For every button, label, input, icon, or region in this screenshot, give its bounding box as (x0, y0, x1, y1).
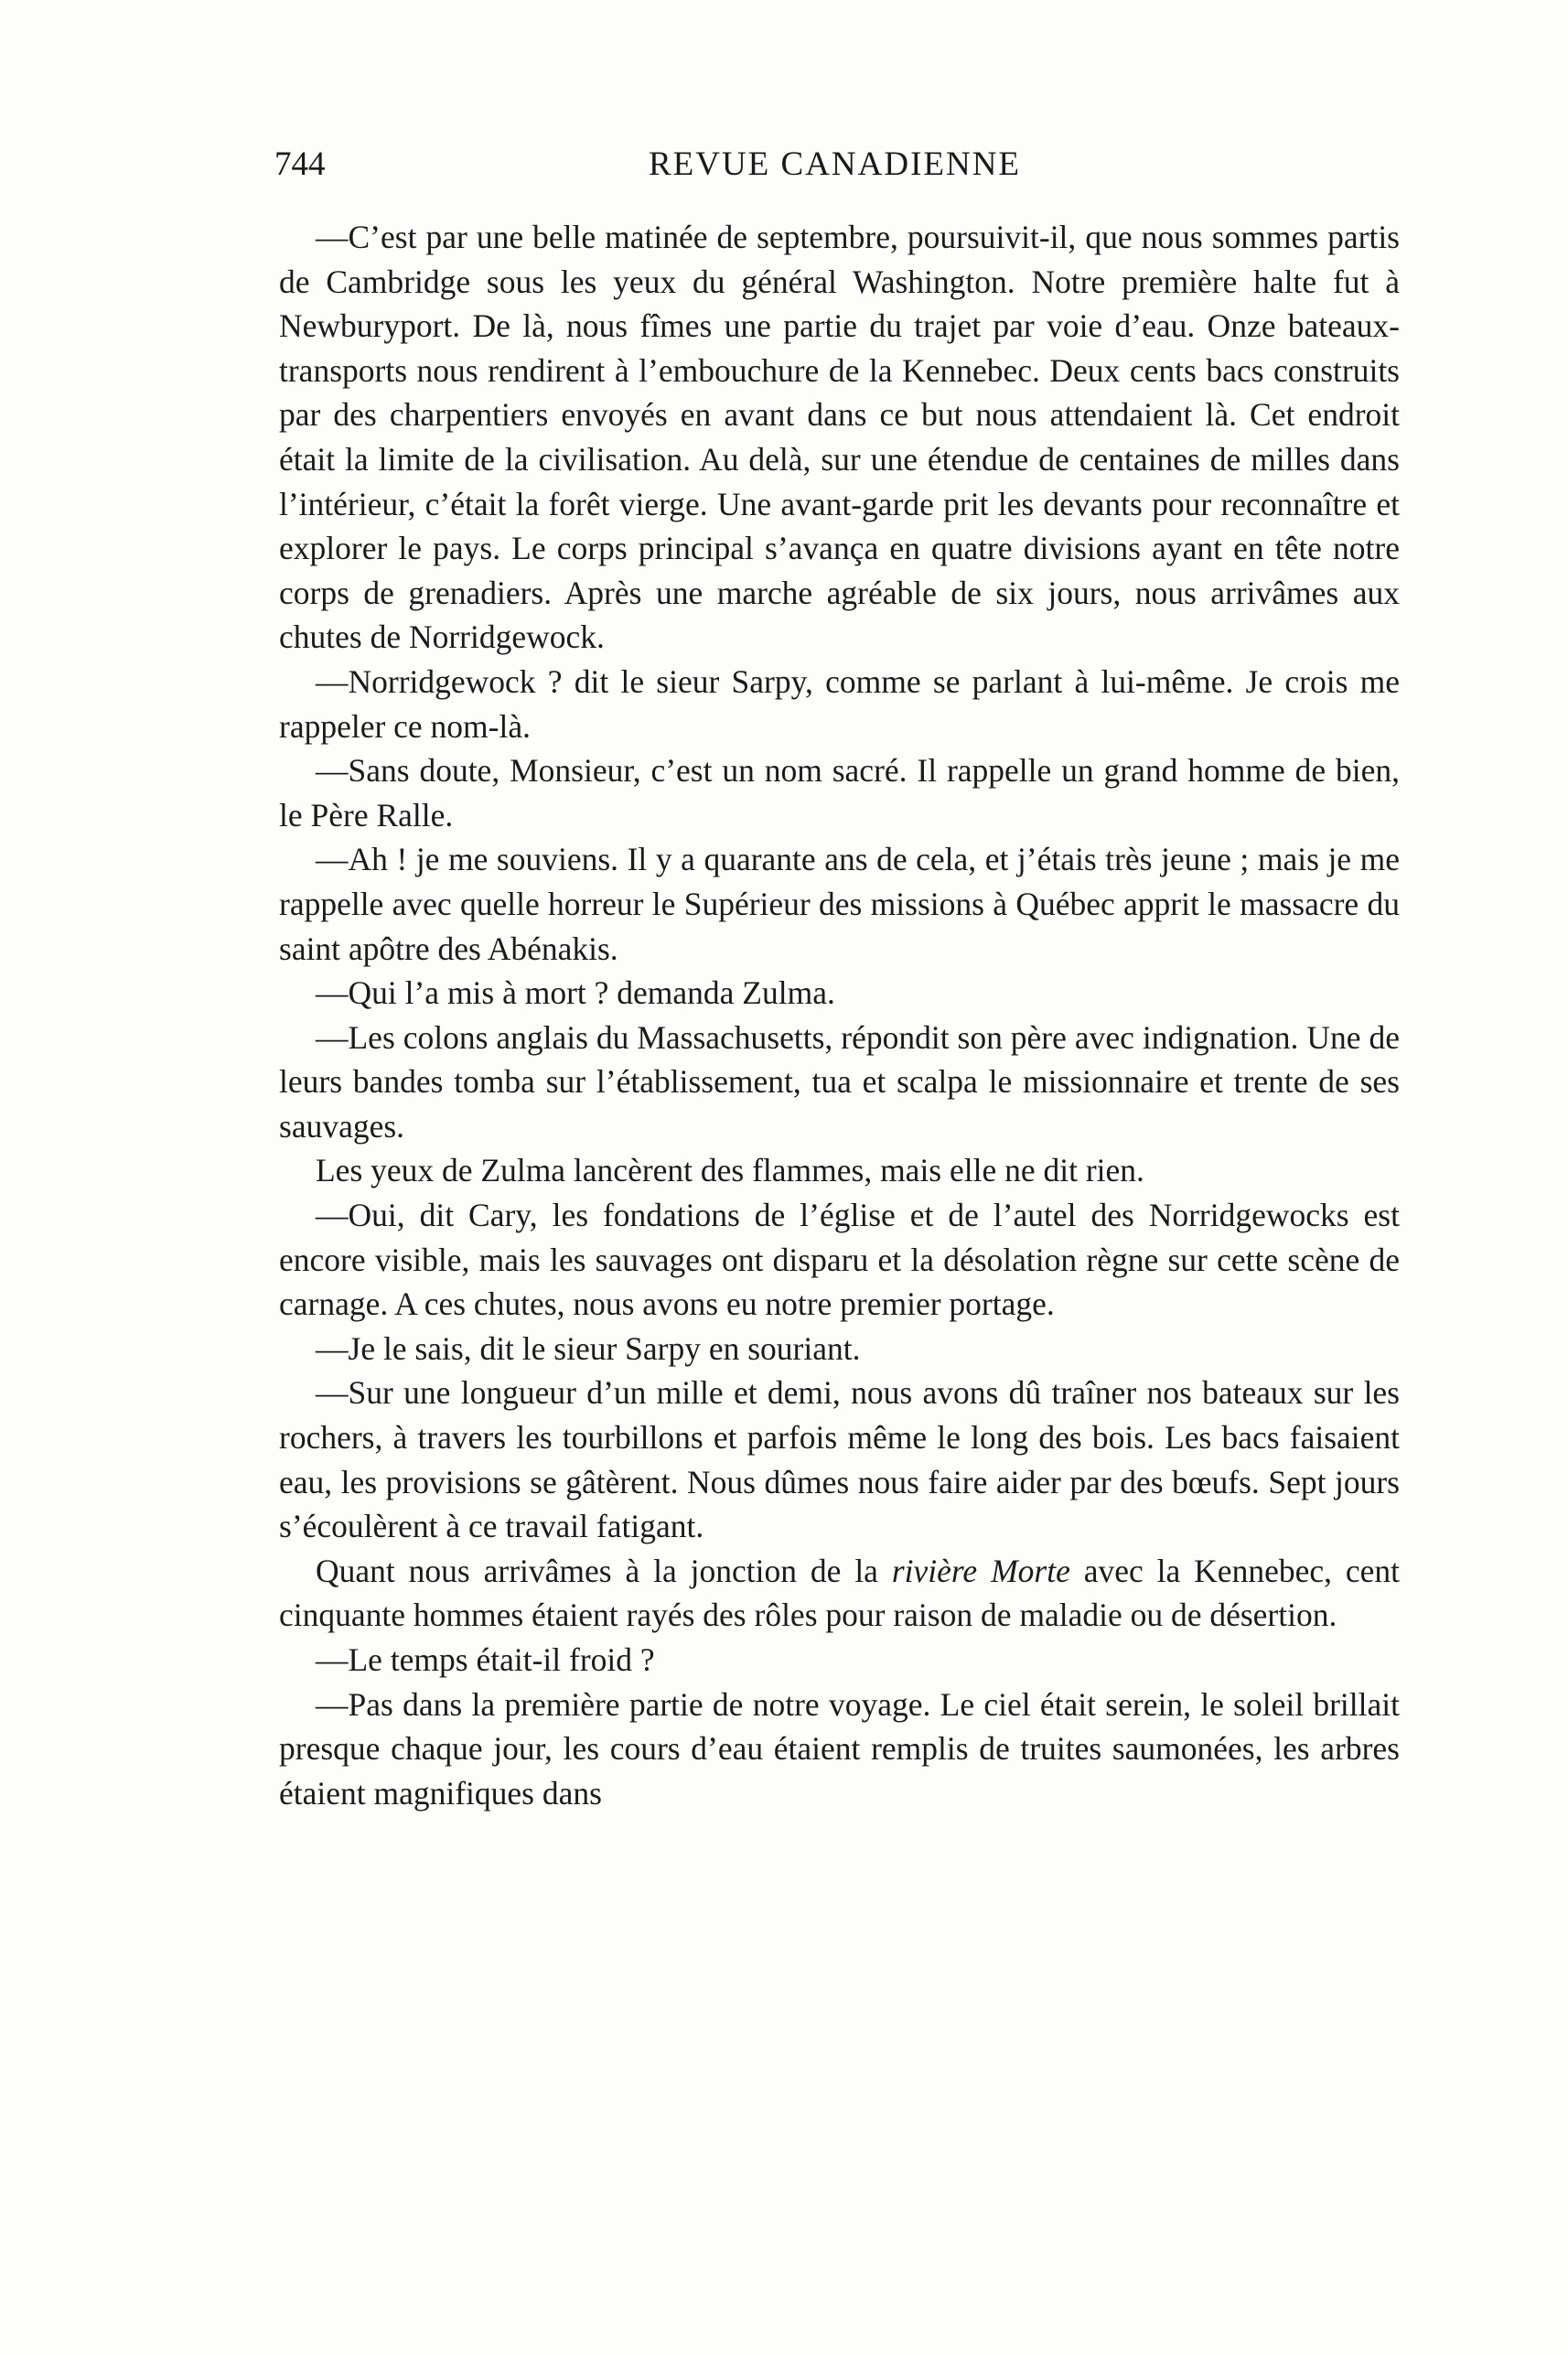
paragraph-text: avec la Kennebec, cent cinquante hommes étaient rayés des rôles pour raison de maladie ou de désertion. (279, 1552, 1400, 1634)
journal-title: REVUE CANADIENNE (648, 145, 1022, 183)
paragraph (279, 748, 1400, 837)
paragraph (279, 1371, 1400, 1548)
paragraph-text: —Norridgewock ? dit le sieur Sarpy, comme se parlant à lui-même. Je crois me rappeler ce nom-là. (279, 662, 1400, 745)
paragraph-text: Quant nous arrivâmes à la jonction de la (316, 1552, 892, 1589)
running-head (274, 145, 1395, 199)
italic-text: rivière Morte (891, 1552, 1070, 1589)
page-number: 744 (274, 145, 326, 183)
paragraph-text: Les yeux de Zulma lancèrent des flammes, mais elle ne dit rien. (316, 1152, 1144, 1189)
paragraph-text: —Le temps était-il froid ? (316, 1641, 655, 1678)
paragraph (279, 1193, 1400, 1327)
paragraph-text: —Oui, dit Cary, les fondations de l’église et de l’autel des Norridgewocks est encore visible, mais les sauvages ont disparu et la désolation règne sur cette scène de carnage. A ces chutes, nous avons eu notre premier portage. (279, 1197, 1400, 1323)
paragraph (279, 1549, 1400, 1638)
paragraph (279, 971, 1400, 1016)
paragraph-text: —Pas dans la première partie de notre voyage. Le ciel était serein, le soleil brillait presque chaque jour, les cours d’eau étaient remplis de truites saumonées, les arbres étaient magnifiques dans (279, 1685, 1400, 1812)
paragraph (279, 1327, 1400, 1371)
paragraph (279, 1638, 1400, 1683)
paragraph (279, 837, 1400, 971)
paragraph (279, 215, 1400, 660)
paragraph-text: —Ah ! je me souviens. Il y a quarante ans de cela, et j’étais très jeune ; mais je me rappelle avec quelle horreur le Supérieur des missions à Québec apprit le massacre du saint apôtre des Abénakis. (279, 841, 1400, 967)
paragraph-text: —Je le sais, dit le sieur Sarpy en souriant. (316, 1329, 861, 1367)
paragraph-text: —Sur une longueur d’un mille et demi, nous avons dû traîner nos bateaux sur les rochers, à travers les tourbillons et parfois même le long des bois. Les bacs faisaient eau, les provisions se gâtèrent. Nous dûmes nous faire aider par des bœufs. Sept jours s’écoulèrent à ce travail fatigant. (279, 1374, 1400, 1545)
paragraph (279, 1148, 1400, 1193)
paragraph-text: —Sans doute, Monsieur, c’est un nom sacré. Il rappelle un grand homme de bien, le Père Ralle. (279, 752, 1400, 833)
paragraph (279, 1016, 1400, 1149)
paragraph-text: —Qui l’a mis à mort ? demanda Zulma. (316, 974, 835, 1012)
body-text (279, 215, 1400, 1815)
paragraph (279, 660, 1400, 748)
paragraph-text: —C’est par une belle matinée de septembre, poursuivit-il, que nous sommes partis de Cambridge sous les yeux du général Washington. Notre première halte fut à Newburyport. De là, nous fîmes une partie du trajet par voie d’eau. Onze bateaux-transports nous rendirent à l’embouchure de la Kennebec. Deux cents bacs construits par des charpentiers envoyés en avant dans ce but nous attendaient là. Cet endroit était la limite de la civilisation. Au delà, sur une étendue de centaines de milles dans l’intérieur, c’était la forêt vierge. Une avant-garde prit les devants pour reconnaître et explorer le pays. Le corps principal s’avança en quatre divisions ayant en tête notre corps de grenadiers. Après une marche agréable de six jours, nous arrivâmes aux chutes de Norridgewock. (279, 219, 1400, 656)
paragraph-text: —Les colons anglais du Massachusetts, répondit son père avec indignation. Une de leurs bandes tomba sur l’établissement, tua et scalpa le missionnaire et trente de ses sauvages. (279, 1018, 1400, 1145)
paragraph (279, 1683, 1400, 1816)
